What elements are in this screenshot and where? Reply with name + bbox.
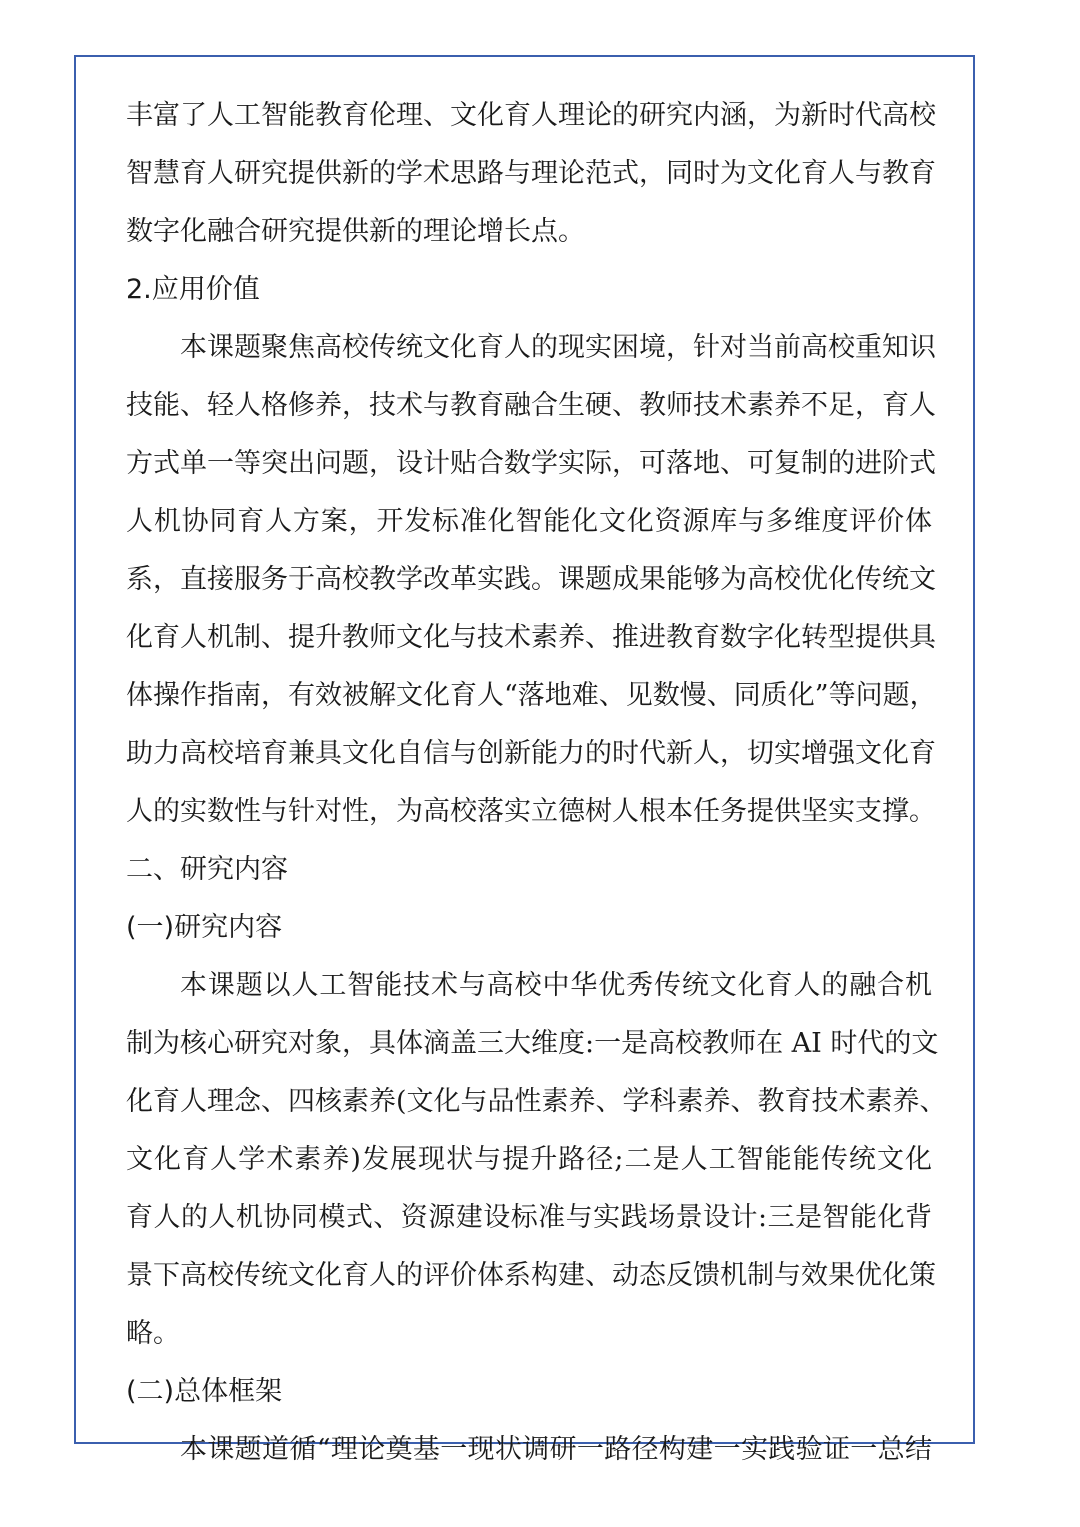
paragraph-line: 系，直接服务于高校教学改革实践。课题成果能够为高校优化传统文 (126, 564, 936, 595)
paragraph-line: 本课题聚焦高校传统文化育人的现实困境，针对当前高校重知识 (180, 332, 936, 363)
paragraph-line: 景下高校传统文化育人的评价体系构建、动态反馈机制与效果优化策 (126, 1260, 936, 1291)
paragraph-line: 化育人机制、提升教师文化与技术素养、推进教育数字化转型提供具 (126, 622, 936, 653)
subsection-heading-overall-framework: (二)总体框架 (126, 1376, 283, 1407)
paragraph-line: 数字化融合研究提供新的理论增长点。 (126, 216, 585, 247)
paragraph-line: 智慧育人研究提供新的学术思路与理论范式，同时为文化育人与教育 (126, 158, 936, 189)
paragraph-line: 人的实数性与针对性，为高校落实立德树人根本任务提供坚实支撑。 (126, 796, 936, 827)
paragraph-line: 本课题道循“理论奠基一现状调研一路径构建一实践验证一总结 (180, 1434, 932, 1465)
paragraph-line: 化育人理念、四核素养(文化与品性素养、学科素养、教育技术素养、 (126, 1086, 947, 1117)
paragraph-line: 方式单一等突出问题，设计贴合数学实际，可落地、可复制的进阶式 (126, 448, 936, 479)
section-heading-application-value: 2.应用价值 (126, 274, 260, 305)
paragraph-line: 助力高校培育兼具文化自信与创新能力的时代新人，切实增强文化育 (126, 738, 936, 769)
paragraph-line: 略。 (126, 1318, 180, 1349)
section-heading-research-content: 二、研究内容 (126, 854, 288, 885)
paragraph-line: 体操作指南，有效被解文化育人“落地难、见数慢、同质化”等问题， (126, 680, 937, 711)
paragraph-line: 育人的人机协同模式、资源建设标准与实践场景设计:三是智能化背 (126, 1202, 932, 1233)
paragraph-line: 制为核心研究对象，具体滴盖三大维度:一是高校教师在 AI 时代的文 (126, 1028, 939, 1059)
subsection-heading-research-content: (一)研究内容 (126, 912, 283, 943)
paragraph-line: 本课题以人工智能技术与高校中华优秀传统文化育人的融合机 (180, 970, 932, 1001)
paragraph-line: 文化育人学术素养)发展现状与提升路径;二是人工智能能传统文化 (126, 1144, 932, 1175)
paragraph-line: 技能、轻人格修养，技术与教育融合生硬、教师技术素养不足，育人 (126, 390, 936, 421)
paragraph-line: 人机协同育人方案，开发标准化智能化文化资源库与多维度评价体 (126, 506, 932, 537)
paragraph-line: 丰富了人工智能教育伦理、文化育人理论的研究内涵，为新时代高校 (126, 100, 936, 131)
